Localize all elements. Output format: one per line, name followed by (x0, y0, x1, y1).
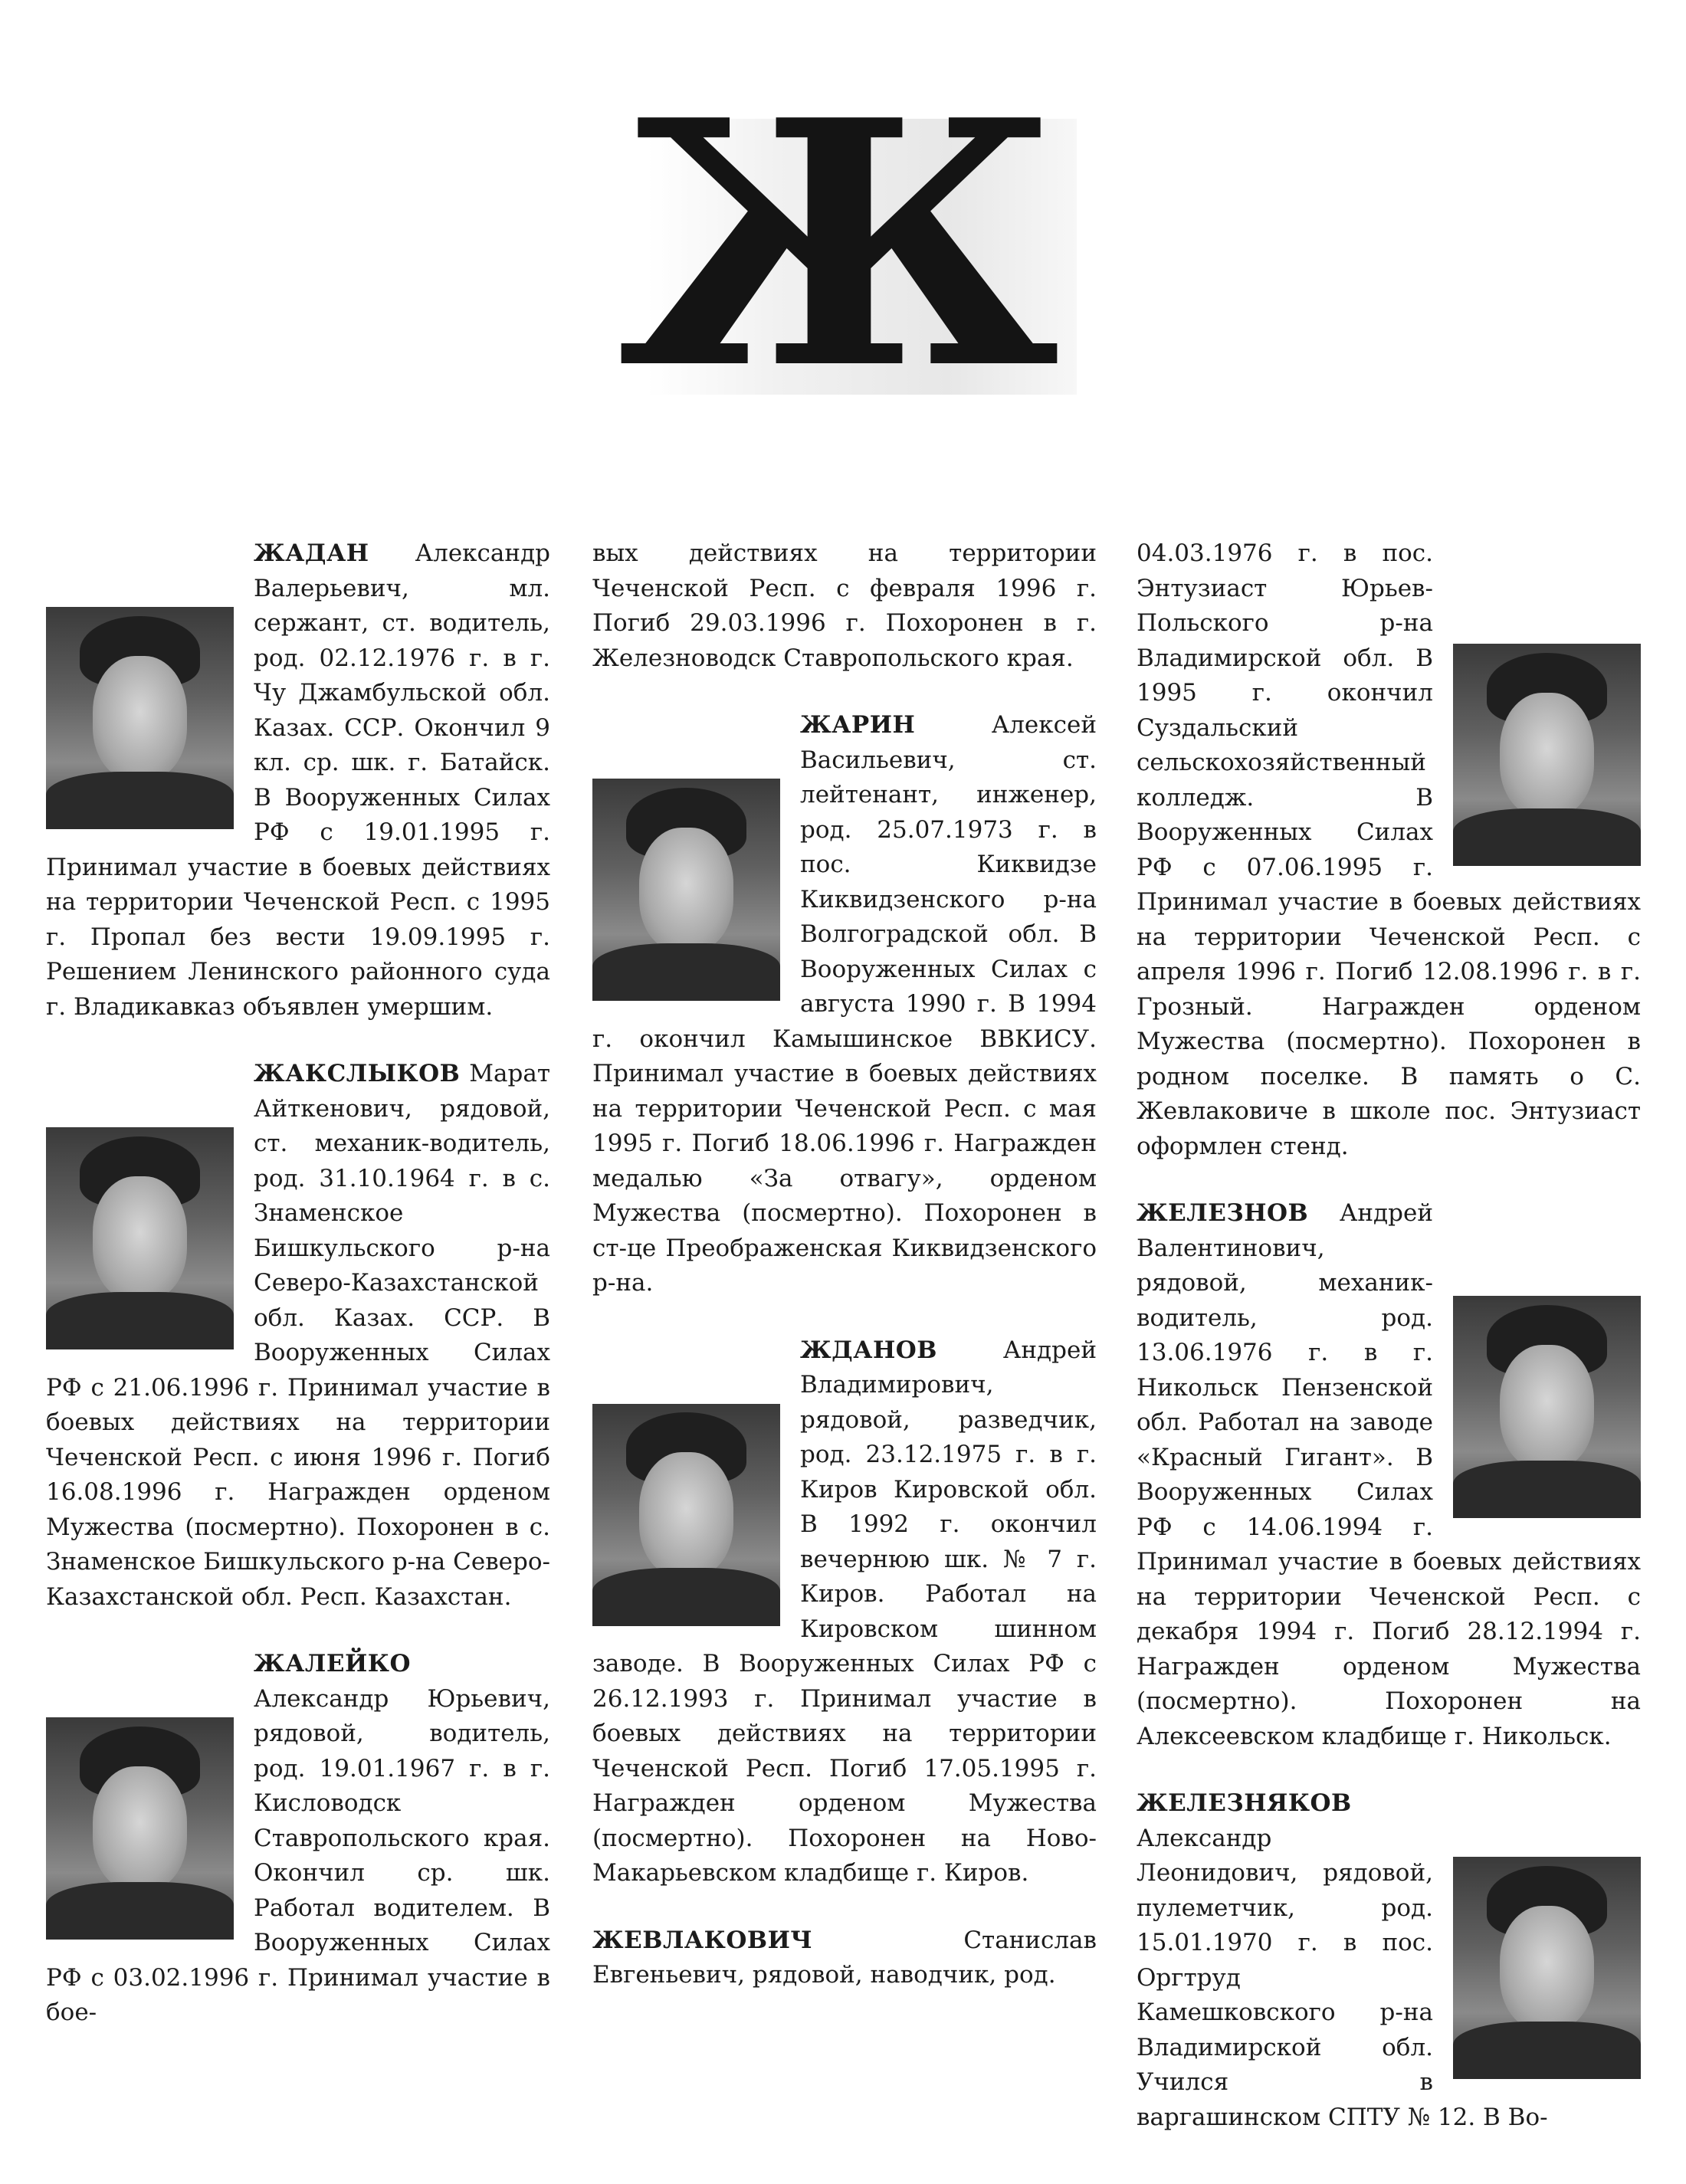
entry-zharin (592, 708, 1097, 1301)
entry-text: вых действиях на территории Чеченской Респ. с февраля 1996 г. Погиб 29.03.1996 г. Похоронен в г. Железноводск Ставропольского края. (592, 539, 1097, 672)
photo-shoulders (1453, 2022, 1641, 2079)
photo-face (639, 828, 733, 952)
photo-face (93, 1766, 187, 1891)
portrait-photo (1453, 644, 1641, 866)
photo-face (1500, 1906, 1594, 2030)
portrait-photo (46, 607, 234, 829)
entry-name: ЖАЛЕЙКО (254, 1650, 411, 1677)
photo-shoulders (592, 943, 780, 1001)
photo-face (639, 1452, 733, 1576)
entry-zhevlakovich-continued (1137, 536, 1641, 1164)
entry-text: Алексей Васильевич, ст. лейтенант, инженер, род. 25.07.1973 г. в пос. Киквидзе Киквидзенского р-на Волгоградской обл. В Вооруженных Силах с августа 1990 г. В 1994 г. окончил Камышинское ВВКИСУ. Принимал участие в боевых действиях на территории Чеченской Респ. с мая 1995 г. Погиб 18.06.1996 г. Награжден медалью «За отвагу», орденом Мужества (посмертно). Похоронен в ст-це Преображенская Киквидзенского р-на. (592, 711, 1097, 1297)
entry-name: ЖДАНОВ (800, 1336, 937, 1364)
portrait-photo (1453, 1857, 1641, 2079)
entry-name: ЖЕЛЕЗНЯКОВ (1137, 1789, 1352, 1817)
photo-shoulders (46, 772, 234, 829)
column-3 (1137, 536, 1641, 2167)
photo-shoulders (1453, 1461, 1641, 1518)
photo-face (93, 656, 187, 780)
photo-face (1500, 693, 1594, 817)
entry-name: ЖАКСЛЫКОВ (254, 1060, 461, 1087)
entry-zhakslykov (46, 1057, 550, 1615)
entry-text: Александр Юрьевич, рядовой, водитель, род. 19.01.1967 г. в г. Кисловодск Ставропольского края. Окончил ср. шк. Работал водителем. В Вооруженных Силах РФ с 03.02.1996 г. Принимал участие в бое- (46, 1684, 550, 2026)
entry-name: ЖАДАН (254, 539, 369, 567)
portrait-photo (592, 779, 780, 1001)
entry-zheleznyakov (1137, 1786, 1641, 2135)
entry-zhadan (46, 536, 550, 1025)
entry-zhdanov (592, 1333, 1097, 1891)
entry-zhaleiko-continued (592, 536, 1097, 676)
entry-text: Александр Валерьевич, мл. сержант, ст. водитель, род. 02.12.1976 г. в г. Чу Джамбульской обл. Казах. ССР. Окончил 9 кл. ср. шк. г. Батайск. В Вооруженных Силах РФ с 19.01.1995 г. Принимал участие в боевых действиях на территории Чеченской Респ. с 1995 г. Пропал без вести 19.09.1995 г. Решением Ленинского районного суда г. Владикавказ объявлен умершим. (46, 539, 550, 1021)
photo-face (93, 1176, 187, 1300)
entry-text: Андрей Владимирович, рядовой, разведчик, род. 23.12.1975 г. в г. Киров Кировской обл. В 1992 г. окончил вечернюю шк. № 7 г. Киров. Работал на Кировском шинном заводе. В Вооруженных Силах РФ с 26.12.1993 г. Принимал участие в боевых действиях на территории Чеченской Респ. Погиб 17.05.1995 г. Награжден орденом Мужества (посмертно). Похоронен на Ново-Макарьевском кладбище г. Киров. (592, 1336, 1097, 1887)
portrait-photo (592, 1404, 780, 1626)
entry-name: ЖАРИН (800, 711, 916, 739)
photo-shoulders (46, 1292, 234, 1349)
portrait-photo (1453, 1296, 1641, 1518)
column-2 (592, 536, 1097, 2025)
column-1 (46, 536, 550, 2063)
entry-text: Андрей Валентинович, рядовой, механик-водитель, род. 13.06.1976 г. в г. Никольск Пензенской обл. Работал на заводе «Красный Гигант». В Вооруженных Силах РФ с 14.06.1994 г. Принимал участие в боевых действиях на территории Чеченской Респ. с декабря 1994 г. Погиб 28.12.1994 г. Награжден орденом Мужества (посмертно). Похоронен на Алексеевском кладбище г. Никольск. (1137, 1199, 1641, 1750)
entry-name: ЖЕВЛАКОВИЧ (592, 1926, 813, 1954)
portrait-photo (46, 1127, 234, 1349)
photo-shoulders (592, 1568, 780, 1625)
entry-text: Александр Леонидович, рядовой, пулеметчик, род. 15.01.1970 г. в пос. Оргтруд Камешковского р-на Владимирской обл. Учился в варгашинском СПТУ № 12. В Во- (1137, 1824, 1548, 2131)
photo-shoulders (1453, 808, 1641, 866)
photo-shoulders (46, 1882, 234, 1940)
photo-face (1500, 1345, 1594, 1469)
entry-zhevlakovich (592, 1923, 1097, 1993)
entry-text: 04.03.1976 г. в пос. Энтузиаст Юрьев-Польского р-на Владимирской обл. В 1995 г. окончил Суздальский сельскохозяйственный колледж. В Вооруженных Силах РФ с 07.06.1995 г. Принимал участие в боевых действиях на территории Чеченской Респ. с апреля 1996 г. Погиб 12.08.1996 г. в г. Грозный. Награжден орденом Мужества (посмертно). Похоронен в родном поселке. В память о С. Жевлаковиче в школе пос. Энтузиаст оформлен стенд. (1137, 539, 1641, 1160)
portrait-photo (46, 1717, 234, 1940)
section-letter: Ж (618, 47, 1061, 443)
entry-name: ЖЕЛЕЗНОВ (1137, 1199, 1309, 1227)
entry-text: Марат Айткенович, рядовой, ст. механик-водитель, род. 31.10.1964 г. в с. Знаменское Бишкульского р-на Северо-Казахстанской обл. Казах. ССР. В Вооруженных Силах РФ с 21.06.1996 г. Принимал участие в боевых действиях на территории Чеченской Респ. с июня 1996 г. Погиб 16.08.1996 г. Награжден орденом Мужества (посмертно). Похоронен в с. Знаменское Бишкульского р-на Северо-Казахстанской обл. Респ. Казахстан. (46, 1060, 550, 1611)
entry-zheleznov (1137, 1196, 1641, 1754)
entry-text: Станислав Евгеньевич, рядовой, наводчик, род. (592, 1926, 1097, 1989)
section-letter-header (602, 47, 1077, 443)
entry-zhaleiko (46, 1647, 550, 2031)
